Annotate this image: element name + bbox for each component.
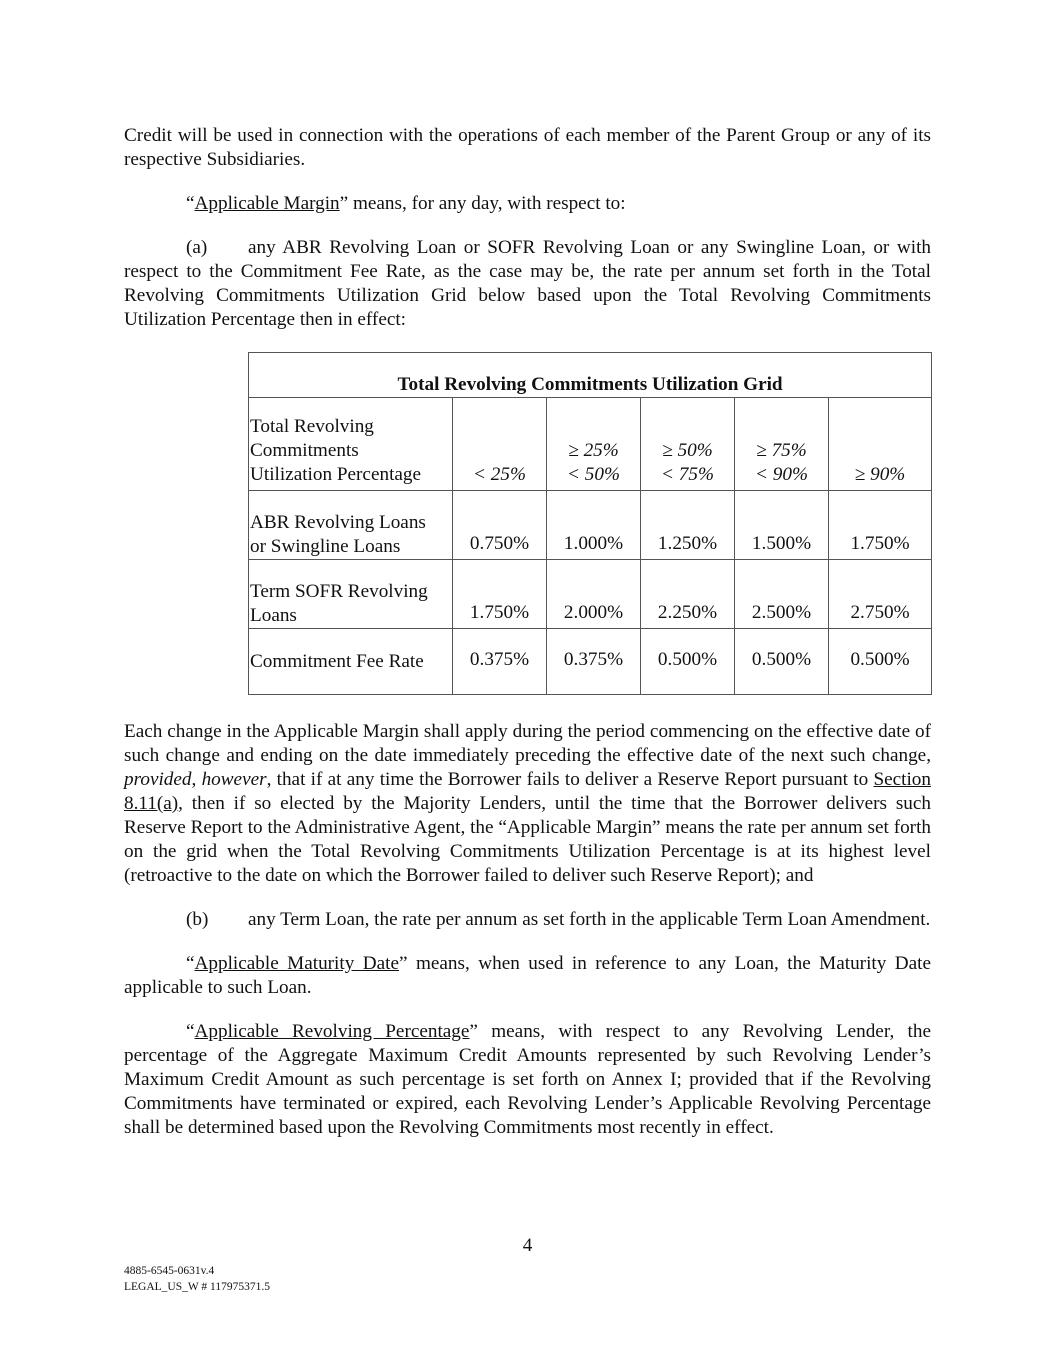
page-number: 4 (522, 1235, 533, 1256)
paragraph-b-text: any Term Loan, the rate per annum as set forth in the applicable Term Loan Amendment. (248, 909, 931, 930)
defined-term-revolving-percentage: Applicable Revolving Percentage (194, 1021, 470, 1042)
grid-header-row (249, 398, 932, 491)
paragraph-b (124, 908, 931, 932)
applicable-maturity-date-definition: “Applicable Maturity Date” means, when used in reference to any Loan, the Maturity Date applicable to such Loan. (124, 953, 931, 998)
table-row (249, 560, 932, 629)
doc-id-1: 4885-6545-0631v.4 (124, 1265, 215, 1277)
cell: 2.250% (641, 560, 735, 629)
section-reference: Section 8.11(a) (124, 769, 931, 814)
intro-paragraph: Credit will be used in connection with the operations of each member of the Parent Group or any of its respective Subsidiaries. (124, 125, 931, 170)
cell: 2.500% (735, 560, 829, 629)
row-label-commitment-fee: Commitment Fee Rate (249, 629, 453, 695)
page-body (124, 124, 931, 332)
cell: 2.750% (829, 560, 932, 629)
header-col-2: ≥ 25% < 50% (547, 398, 641, 491)
cell: 0.750% (453, 491, 547, 560)
grid-title: Total Revolving Commitments Utilization Grid (249, 353, 932, 398)
however-term: however (201, 769, 267, 790)
paragraph-a (124, 236, 931, 332)
table-row (249, 491, 932, 560)
cell: 1.750% (829, 491, 932, 560)
row-label-abr: ABR Revolving Loans or Swingline Loans (249, 491, 453, 560)
definition-text: ” means, for any day, with respect to: (339, 193, 626, 214)
row-label-sofr: Term SOFR Revolving Loans (249, 560, 453, 629)
defined-term-maturity-date: Applicable Maturity Date (194, 953, 399, 974)
header-col-3: ≥ 50% < 75% (641, 398, 735, 491)
cell: 1.500% (735, 491, 829, 560)
paragraph-b-label: (b) (186, 909, 209, 930)
paragraph-a-label: (a) (186, 237, 208, 258)
cell: 0.500% (641, 629, 735, 695)
applicable-revolving-percentage-definition: “Applicable Revolving Percentage” means, with respect to any Revolving Lender, the percentage of the Aggregate Maximum Credit Amounts represented by such Revolving Lender’s Maximum Credit Amount as such percentage is set forth on Annex I; provided that if the Revolving Commitments have terminated or expired, each Revolving Lender’s Applicable Revolving Percentage shall be determined based upon the Revolving Commitments most recently in effect. (124, 1021, 931, 1138)
cell: 0.375% (453, 629, 547, 695)
doc-id-2: LEGAL_US_W # 117975371.5 (124, 1281, 270, 1293)
cell: 0.500% (829, 629, 932, 695)
page-body-lower (124, 720, 931, 1140)
defined-term-applicable-margin: Applicable Margin (194, 193, 340, 214)
header-col-1: < 25% (453, 398, 547, 491)
document-ids (124, 1263, 270, 1295)
cell: 1.000% (547, 491, 641, 560)
cell: 2.000% (547, 560, 641, 629)
header-label: Total Revolving Commitments Utilization Percentage (249, 398, 453, 491)
header-col-4: ≥ 75% < 90% (735, 398, 829, 491)
change-paragraph: Each change in the Applicable Margin shall apply during the period commencing on the effective date of such change and ending on the date immediately preceding the effective date of the next such change, provided, however, that if at any time the Borrower fails to deliver a Reserve Report pursuant to Section 8.11(a), then if so elected by the Majority Lenders, until the time that the Borrower delivers such Reserve Report to the Administrative Agent, the “Applicable Margin” means the rate per annum set forth on the grid when the Total Revolving Commitments Utilization Percentage is at its highest level (retroactive to the date on which the Borrower failed to deliver such Reserve Report); and (124, 721, 931, 886)
cell: 1.750% (453, 560, 547, 629)
provided-term: provided (124, 769, 192, 790)
utilization-grid-table (248, 352, 932, 695)
open-quote: “ (186, 193, 195, 214)
header-col-5: ≥ 90% (829, 398, 932, 491)
cell: 0.375% (547, 629, 641, 695)
applicable-margin-definition (124, 192, 931, 216)
paragraph-a-text: any ABR Revolving Loan or SOFR Revolving Loan or any Swingline Loan, or with respect to the Commitment Fee Rate, as the case may be, the rate per annum set forth in the Total Revolving Commitments Utilization Grid below based upon the Total Revolving Commitments Utilization Percentage then in effect: (124, 237, 931, 330)
table-row (249, 629, 932, 695)
cell: 1.250% (641, 491, 735, 560)
cell: 0.500% (735, 629, 829, 695)
